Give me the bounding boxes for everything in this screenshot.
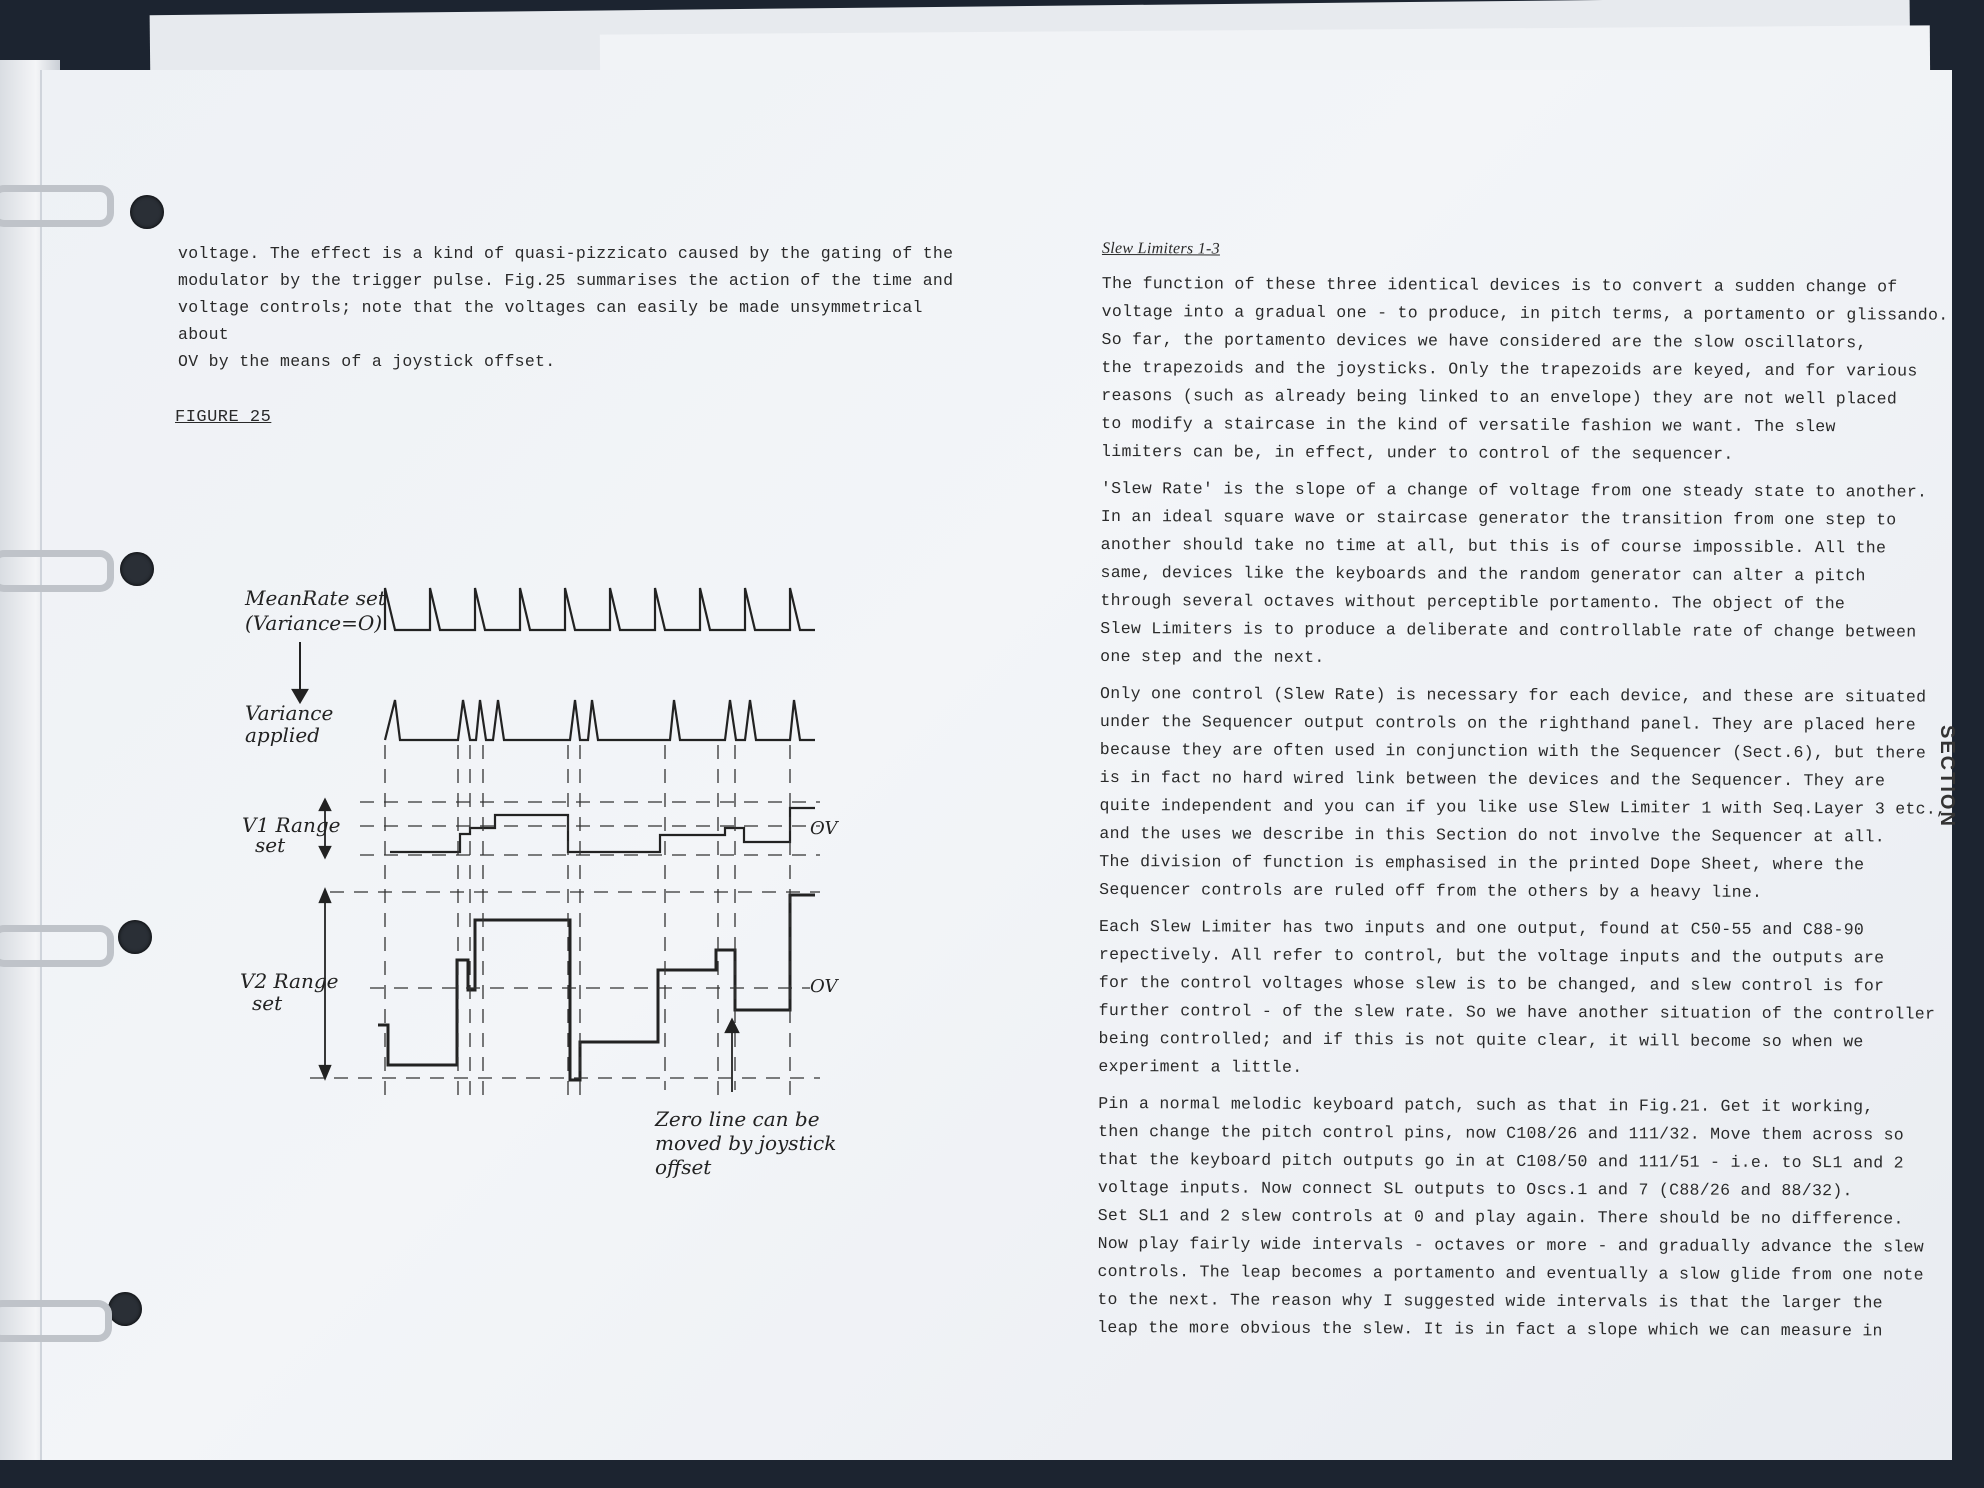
left-text xyxy=(178,240,958,375)
section-tab: SECTION xyxy=(1936,725,1958,828)
text-line: The division of function is emphasised in the printed Dope Sheet, where the xyxy=(1099,851,1865,875)
v1-waveform xyxy=(390,808,815,852)
text-line: experiment a little. xyxy=(1098,1056,1303,1077)
label-zero-line: Zero line can be xyxy=(655,1107,820,1131)
label-ov-1: OV xyxy=(810,818,838,839)
text-line: modulator by the trigger pulse. Fig.25 summarises the action of the time and xyxy=(178,271,954,290)
label-v2-set: set xyxy=(252,991,283,1015)
text-line: because they are often used in conjunction with the Sequencer (Sect.6), but there xyxy=(1099,739,1927,763)
text-line: voltage controls; note that the voltages can easily be made unsymmetrical about xyxy=(178,298,923,344)
text-line: limiters can be, in effect, under to control of the sequencer. xyxy=(1101,441,1734,464)
figure-title: FIGURE 25 xyxy=(175,408,272,427)
text-line: Only one control (Slew Rate) is necessary for each device, and these are situated xyxy=(1099,683,1927,707)
text-line: Pin a normal melodic keyboard patch, such as that in Fig.21. Get it working, xyxy=(1098,1093,1874,1117)
text-line: So far, the portamento devices we have considered are the slow oscillators, xyxy=(1101,329,1867,353)
label-ov-2: OV xyxy=(810,976,838,997)
label-variance-zero: (Variance=O) xyxy=(245,611,383,635)
text-line: Each Slew Limiter has two inputs and one output, found at C50-55 and C88-90 xyxy=(1098,916,1865,940)
label-v1-range: V1 Range xyxy=(242,813,341,837)
text-line: then change the pitch control pins, now C108/26 and 111/32. Move them across so xyxy=(1098,1121,1905,1145)
paragraph xyxy=(1098,913,1936,1085)
v2-arrowhead xyxy=(320,890,330,902)
v2-arrowhead xyxy=(320,1066,330,1078)
text-line: the trapezoids and the joysticks. Only the trapezoids are keyed, and for various xyxy=(1101,357,1918,381)
zero-arrowhead xyxy=(726,1020,738,1032)
label-v1-set: set xyxy=(255,833,286,857)
punch-hole xyxy=(130,195,164,229)
text-line: The function of these three identical devices is to convert a sudden change of xyxy=(1101,273,1898,297)
text-line: to the next. The reason why I suggested wide intervals is that the larger the xyxy=(1097,1289,1883,1313)
paragraph xyxy=(1097,1090,1924,1346)
text-line: same, devices like the keyboards and the random generator can alter a pitch xyxy=(1100,562,1866,586)
text-line: reasons (such as already being linked to an envelope) they are not well placed xyxy=(1101,385,1898,409)
text-line: for the control voltages whose slew is to be changed, and slew control is for xyxy=(1098,972,1885,996)
text-line: voltage. The effect is a kind of quasi-pizzicato caused by the gating of the xyxy=(178,244,954,263)
v1-arrowhead xyxy=(320,800,330,810)
v1-arrowhead xyxy=(320,847,330,857)
text-line: Now play fairly wide intervals - octaves or more - and gradually advance the slew xyxy=(1097,1233,1924,1257)
label-offset: offset xyxy=(655,1155,712,1179)
text-line: under the Sequencer output controls on the righthand panel. They are placed here xyxy=(1099,711,1917,735)
text-line: 'Slew Rate' is the slope of a change of voltage from one steady state to another. xyxy=(1100,478,1928,502)
text-line: controls. The leap becomes a portamento and eventually a slow glide from one note xyxy=(1097,1261,1924,1285)
label-v2-range: V2 Range xyxy=(240,969,339,993)
text-line: through several octaves without perceptible portamento. The object of the xyxy=(1100,590,1846,614)
binder-ring xyxy=(0,925,114,967)
text-line: to modify a staircase in the kind of versatile fashion we want. The slew xyxy=(1101,413,1836,437)
label-mean-rate: MeanRate set xyxy=(245,586,386,610)
figure-25-diagram xyxy=(230,570,850,1190)
text-line: further control - of the slew rate. So we have another situation of the controller xyxy=(1098,1000,1936,1024)
text-line: is in fact no hard wired link between the devices and the Sequencer. They are xyxy=(1099,767,1886,791)
text-line: leap the more obvious the slew. It is in fact a slope which we can measure in xyxy=(1097,1317,1883,1341)
mean-rate-waveform xyxy=(385,588,815,630)
punch-hole xyxy=(120,552,154,586)
label-moved-by: moved by joystick xyxy=(655,1131,837,1155)
binder-ring xyxy=(0,1300,112,1342)
text-line: one step and the next. xyxy=(1100,646,1325,667)
label-applied: applied xyxy=(245,723,320,747)
paragraph xyxy=(1100,475,1928,675)
text-line: Slew Limiters is to produce a deliberate and controllable rate of change between xyxy=(1100,618,1917,642)
text-line: Set SL1 and 2 slew controls at 0 and play again. There should be no difference. xyxy=(1097,1205,1904,1229)
text-line: quite independent and you can if you like use Slew Limiter 1 with Seq.Layer 3 etc., xyxy=(1099,795,1947,819)
text-line: that the keyboard pitch outputs go in at C108/50 and 111/51 - i.e. to SL1 and 2 xyxy=(1097,1149,1904,1173)
variance-waveform xyxy=(385,700,815,740)
punch-hole xyxy=(108,1292,142,1326)
paragraph xyxy=(1099,680,1947,908)
text-line: Sequencer controls are ruled off from the others by a heavy line. xyxy=(1099,879,1763,902)
right-column xyxy=(1097,240,1949,1355)
text-line: voltage inputs. Now connect SL outputs to Oscs.1 and 7 (C88/26 and 88/32). xyxy=(1097,1177,1853,1201)
text-line: being controlled; and if this is not quite clear, it will become so when we xyxy=(1098,1028,1864,1052)
label-variance: Variance xyxy=(245,701,334,725)
text-line: OV by the means of a joystick offset. xyxy=(178,352,556,371)
section-heading: Slew Limiters 1-3 xyxy=(1101,240,1220,258)
punch-hole xyxy=(118,920,152,954)
text-line: In an ideal square wave or staircase generator the transition from one step to xyxy=(1100,506,1897,530)
text-line: and the uses we describe in this Section do not involve the Sequencer at all. xyxy=(1099,823,1885,847)
paragraph xyxy=(1101,270,1949,470)
binder-ring xyxy=(0,185,114,227)
text-line: voltage into a gradual one - to produce, in pitch terms, a portamento or glissando. xyxy=(1101,301,1949,325)
binder-ring xyxy=(0,550,114,592)
text-line: another should take no time at all, but this is of course impossible. All the xyxy=(1100,534,1887,558)
text-line: repectively. All refer to control, but the voltage inputs and the outputs are xyxy=(1098,944,1885,968)
